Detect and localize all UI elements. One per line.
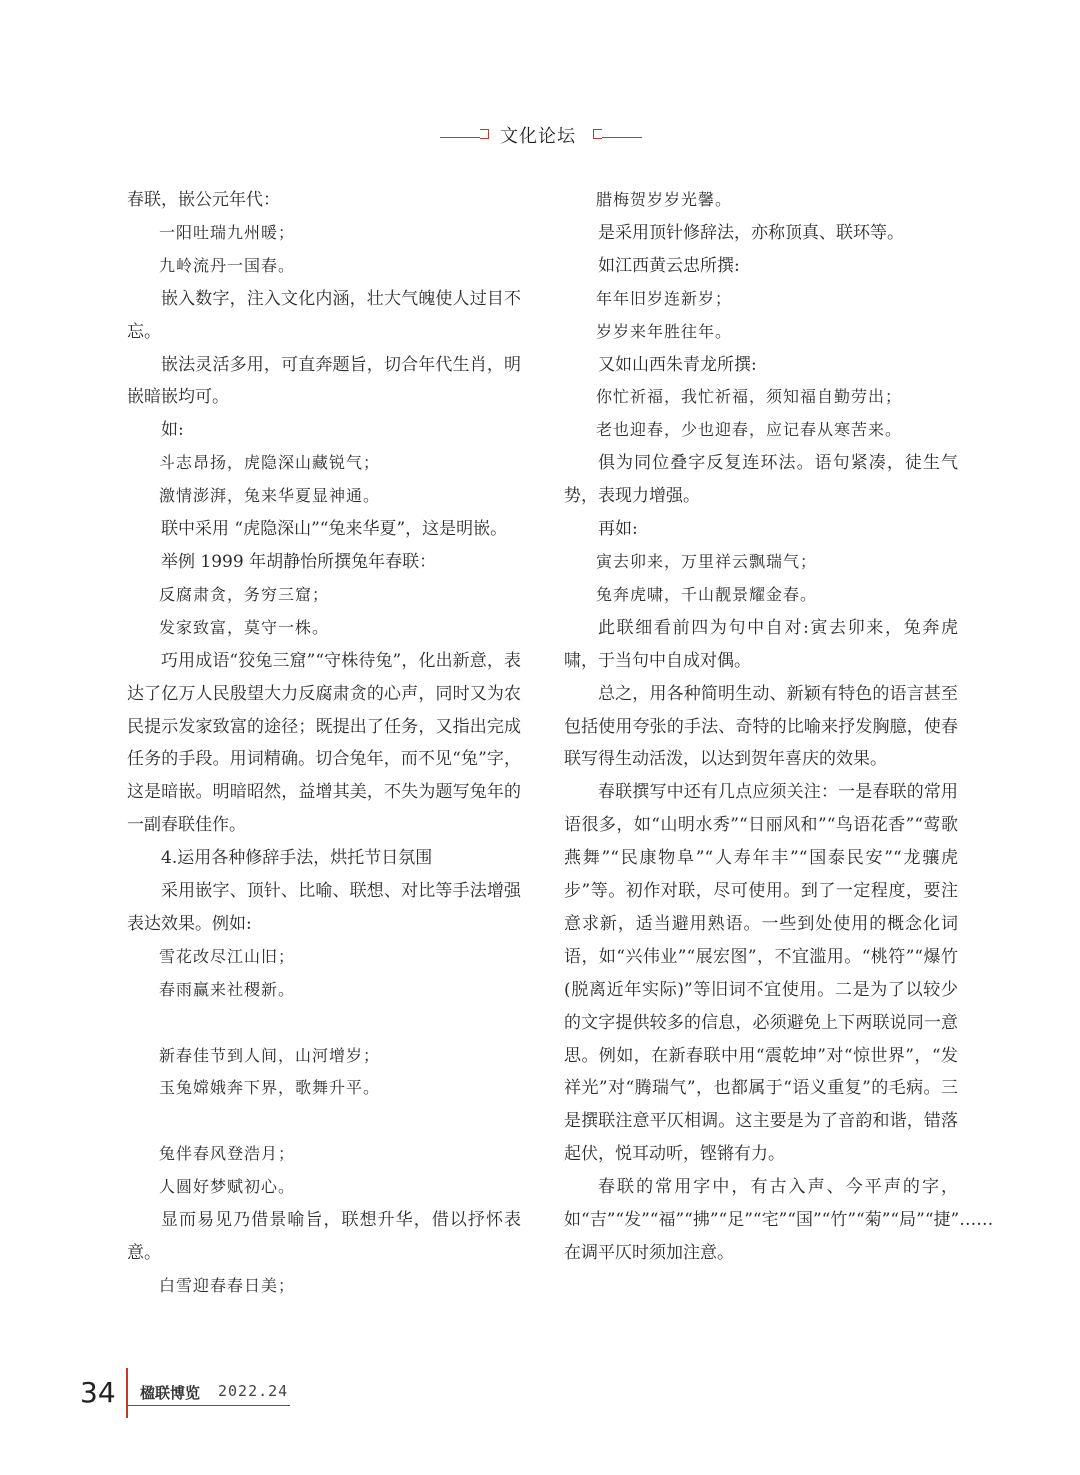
paragraph: 又如山西朱青龙所撰:	[598, 354, 757, 375]
couplet-line: 九岭流丹一国春。	[159, 255, 296, 275]
header-rule-right	[602, 137, 642, 138]
couplet-line: 寅去卯来，万里祥云飘瑞气；	[596, 551, 818, 571]
couplet-line: 兔奔虎啸，千山靓景耀金春。	[596, 584, 818, 604]
couplet-line: 发家致富，莫守一株。	[159, 617, 330, 637]
couplet-line: 新春佳节到人间，山河增岁；	[159, 1045, 381, 1065]
paragraph: 俱为同位叠字反复连环法。语句紧凑，徒生气势，表现力增强。	[564, 453, 958, 507]
paragraph: 采用嵌字、顶针、比喻、联想、对比等手法增强表达效果。例如:	[127, 881, 521, 934]
couplet-line: 反腐肃贪，务穷三窟；	[159, 584, 330, 604]
header-ornament-right-icon	[593, 129, 602, 139]
couplet-line: 兔伴春风登浩月；	[159, 1144, 296, 1164]
paragraph: 联中采用 “虎隐深山”“兔来华夏”，这是明嵌。	[161, 519, 508, 540]
paragraph: 巧用成语“狡兔三窟”“守株待兔”，化出新意，表达了亿万人民殷望大力反腐肃贪的心声，同时又为农民提示发家致富的途径；既提出了任务，又指出完成任务的手段。用词精确。切合兔年，而不见“兔”字，这是暗嵌。明暗昭然，益增其美，不失为题写兔年的一副春联佳作。	[127, 650, 521, 836]
paragraph: 举例 1999 年胡静怡所撰兔年春联：	[161, 551, 437, 572]
couplet-line: 一阳吐瑞九州暖；	[159, 222, 296, 242]
couplet-line: 腊梅贺岁岁光馨。	[596, 190, 733, 209]
paragraph: 如江西黄云忠所撰:	[598, 255, 740, 276]
paragraph: 是采用顶针修辞法，亦称顶真、联环等。	[598, 222, 904, 243]
paragraph: 显而易见乃借景喻旨，联想升华，借以抒怀表意。	[127, 1210, 521, 1263]
couplet-line: 人圆好梦赋初心。	[159, 1177, 296, 1197]
couplet-line: 你忙祈福，我忙祈福，须知福自勤劳出；	[596, 387, 903, 407]
paragraph: 春联的常用字中，有古入声、今平声的字，如“吉”“发”“福”“拂”“足”“宅”“国”“竹”“菊”“局”“捷”……在调平仄时须加注意。	[564, 1177, 994, 1263]
paragraph: 再如:	[598, 519, 638, 540]
paragraph: 如:	[161, 420, 184, 441]
paragraph: 总之，用各种简明生动、新颖有特色的语言甚至包括使用夸张的手法、奇特的比喻来抒发胸臆，使春联写得生动活泼，以达到贺年喜庆的效果。	[564, 683, 958, 770]
header-rule-left	[440, 137, 480, 138]
magazine-name: 楹联博览	[140, 1384, 201, 1402]
couplet-line: 老也迎春，少也迎春，应记春从寒苦来。	[596, 420, 903, 440]
footer-rule	[128, 1405, 290, 1406]
left-column	[127, 184, 521, 1303]
paragraph: 春联，嵌公元年代：	[127, 190, 280, 210]
blank-line	[127, 1007, 521, 1040]
page-number: 34	[80, 1376, 116, 1409]
couplet-line: 岁岁来年胜往年。	[596, 321, 733, 341]
couplet-line: 春雨赢来社稷新。	[159, 979, 296, 999]
couplet-line: 斗志昂扬，虎隐深山藏锐气；	[159, 453, 381, 473]
couplet-line: 白雪迎春春日美；	[159, 1275, 296, 1295]
paragraph: 嵌入数字，注入文化内涵，壮大气魄使人过目不忘。	[127, 288, 521, 342]
couplet-line: 玉兔嫦娥奔下界，歌舞升平。	[159, 1078, 381, 1098]
header-ornament-left-icon	[480, 129, 489, 139]
paragraph: 此联细看前四为句中自对:寅去卯来，兔奔虎啸，于当句中自成对偶。	[564, 617, 958, 671]
footer-accent-bar	[126, 1368, 128, 1418]
couplet-line: 年年旧岁连新岁；	[596, 288, 733, 308]
paragraph: 嵌法灵活多用，可直奔题旨，切合年代生肖，明嵌暗嵌均可。	[127, 354, 521, 408]
section-header	[0, 120, 1080, 150]
issue-number: 2022.24	[218, 1382, 289, 1400]
right-column	[564, 184, 994, 1270]
couplet-line: 激情澎湃，兔来华夏显神通。	[159, 486, 381, 506]
paragraph: 春联撰写中还有几点应须关注：一是春联的常用语很多，如“山明水秀”“日丽风和”“鸟语花香”“莺歌燕舞”“民康物阜”“人寿年丰”“国泰民安”“龙骧虎步”等。初作对联，尽可使用。到了一定程度，要注意求新，适当避用熟语。一些到处使用的概念化词语，如“兴伟业”“展宏图”，不宜滥用。“桃符”“爆竹(脱离近年实际)”等旧词不宜使用。二是为了以较少的文字提供较多的信息，必须避免上下两联说同一意思。例如，在新春联中用“震乾坤”对“惊世界”，“发祥光”对“腾瑞气”，也都属于“语义重复”的毛病。三是撰联注意平仄相调。这主要是为了音韵和谐，错落起伏，悦耳动听，铿锵有力。	[564, 782, 958, 1165]
section-title: 文化论坛	[500, 126, 576, 147]
paragraph: 4.运用各种修辞手法，烘托节日氛围	[161, 848, 433, 869]
blank-line	[127, 1105, 521, 1138]
couplet-line: 雪花改尽江山旧；	[159, 946, 296, 966]
